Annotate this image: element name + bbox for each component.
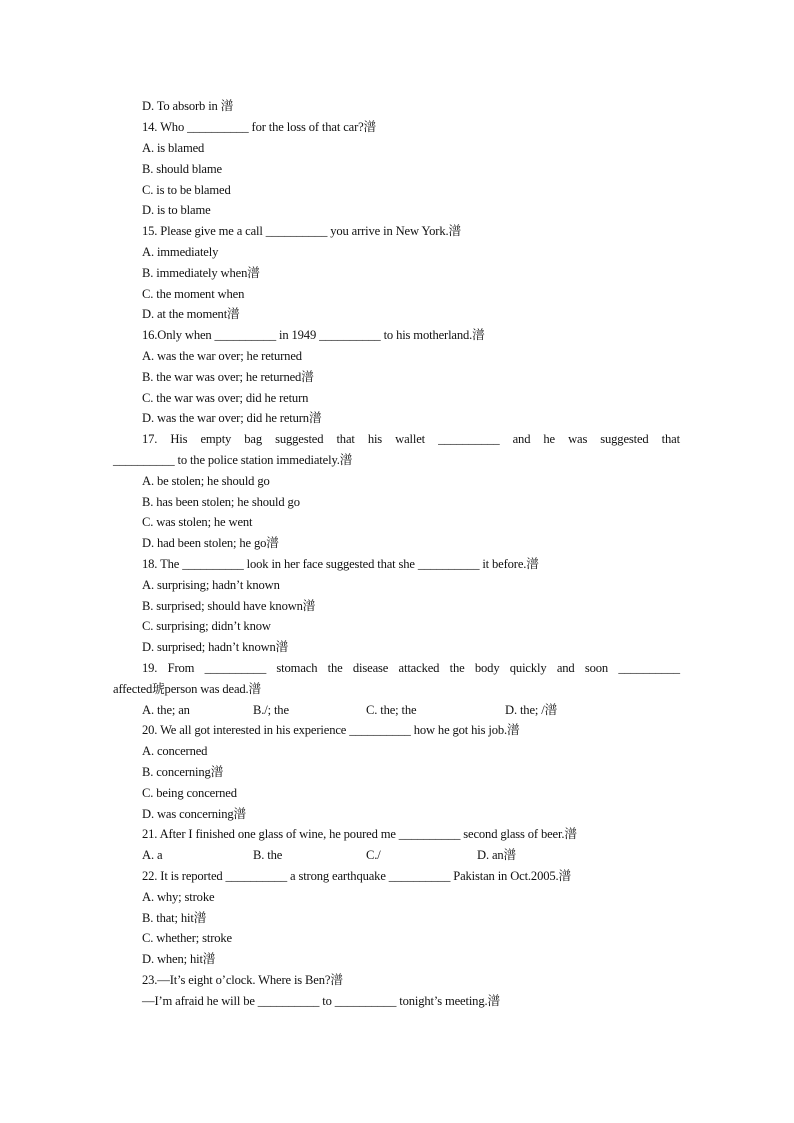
q15-option-c: C. the moment when (142, 287, 245, 301)
q16-option-c: C. the war was over; did he return (142, 391, 309, 405)
word: suggested (600, 432, 649, 446)
blank: __________ (618, 661, 680, 675)
q21-option-d: D. an潽 (477, 848, 516, 862)
word: His (170, 432, 188, 446)
question-23-reply: —I’m afraid he will be __________ to __________ tonight’s meeting.潽 (142, 994, 500, 1008)
q20-option-d: D. was concerning潽 (142, 807, 246, 821)
word: and (512, 432, 531, 446)
word: was (568, 432, 588, 446)
word: and (556, 661, 575, 675)
word: that (661, 432, 680, 446)
option-d-prev: D. To absorb in 潽 (142, 99, 234, 113)
q15-option-a: A. immediately (142, 245, 219, 259)
word: his (367, 432, 383, 446)
word: suggested (275, 432, 324, 446)
q18-option-d: D. surprised; hadn’t known潽 (142, 640, 289, 654)
question-19-line1 (142, 660, 680, 676)
word: bag (244, 432, 262, 446)
word: attacked (398, 661, 440, 675)
q15-option-d: D. at the moment潽 (142, 307, 240, 321)
word: empty (200, 432, 232, 446)
question-18: 18. The __________ look in her face suggested that she __________ it before.潽 (142, 557, 539, 571)
q14-option-d: D. is to blame (142, 203, 211, 217)
q20-option-b: B. concerning潽 (142, 765, 224, 779)
word: that (336, 432, 355, 446)
q19-option-d: D. the; /潽 (505, 703, 558, 717)
q16-option-d: D. was the war over; did he return潽 (142, 411, 322, 425)
q15-option-b: B. immediately when潽 (142, 266, 260, 280)
question-17-line2: __________ to the police station immediately.潽 (113, 453, 353, 467)
q14-option-c: C. is to be blamed (142, 183, 231, 197)
q18-option-b: B. surprised; should have known潽 (142, 599, 316, 613)
q22-option-c: C. whether; stroke (142, 931, 232, 945)
word: 17. (142, 432, 158, 446)
q20-option-a: A. concerned (142, 744, 208, 758)
q21-option-b: B. the (253, 848, 283, 862)
q17-option-c: C. was stolen; he went (142, 515, 253, 529)
question-17-line1 (142, 431, 680, 447)
question-14: 14. Who __________ for the loss of that car?潽 (142, 120, 377, 134)
word: the (449, 661, 465, 675)
q22-option-d: D. when; hit潽 (142, 952, 216, 966)
word: soon (584, 661, 609, 675)
word: the (327, 661, 343, 675)
word: he (543, 432, 555, 446)
question-19-line2: affected琥person was dead.潽 (113, 682, 261, 696)
question-15: 15. Please give me a call __________ you arrive in New York.潽 (142, 224, 461, 238)
q21-option-c: C./ (366, 848, 381, 862)
question-20: 20. We all got interested in his experience __________ how he got his job.潽 (142, 723, 520, 737)
q20-option-c: C. being concerned (142, 786, 237, 800)
word: stomach (276, 661, 318, 675)
question-16: 16.Only when __________ in 1949 __________ to his motherland.潽 (142, 328, 485, 342)
q22-option-b: B. that; hit潽 (142, 911, 207, 925)
word: wallet (395, 432, 425, 446)
question-23: 23.—It’s eight o’clock. Where is Ben?潽 (142, 973, 343, 987)
blank: __________ (438, 432, 500, 446)
question-21: 21. After I finished one glass of wine, he poured me __________ second glass of beer.潽 (142, 827, 577, 841)
q21-option-a: A. a (142, 848, 163, 862)
q17-option-d: D. had been stolen; he go潽 (142, 536, 279, 550)
word: 19. (142, 661, 158, 675)
q19-option-a: A. the; an (142, 703, 190, 717)
word: disease (352, 661, 389, 675)
q18-option-c: C. surprising; didn’t know (142, 619, 271, 633)
q18-option-a: A. surprising; hadn’t known (142, 578, 280, 592)
q19-option-c: C. the; the (366, 703, 417, 717)
question-22: 22. It is reported __________ a strong earthquake __________ Pakistan in Oct.2005.潽 (142, 869, 571, 883)
word: From (167, 661, 195, 675)
q19-option-b: B./; the (253, 703, 289, 717)
word: body (474, 661, 500, 675)
q17-option-b: B. has been stolen; he should go (142, 495, 300, 509)
q14-option-a: A. is blamed (142, 141, 205, 155)
blank: __________ (204, 661, 267, 675)
q17-option-a: A. be stolen; he should go (142, 474, 270, 488)
q22-option-a: A. why; stroke (142, 890, 215, 904)
q16-option-b: B. the war was over; he returned潽 (142, 370, 314, 384)
q16-option-a: A. was the war over; he returned (142, 349, 302, 363)
word: quickly (509, 661, 547, 675)
q14-option-b: B. should blame (142, 162, 222, 176)
